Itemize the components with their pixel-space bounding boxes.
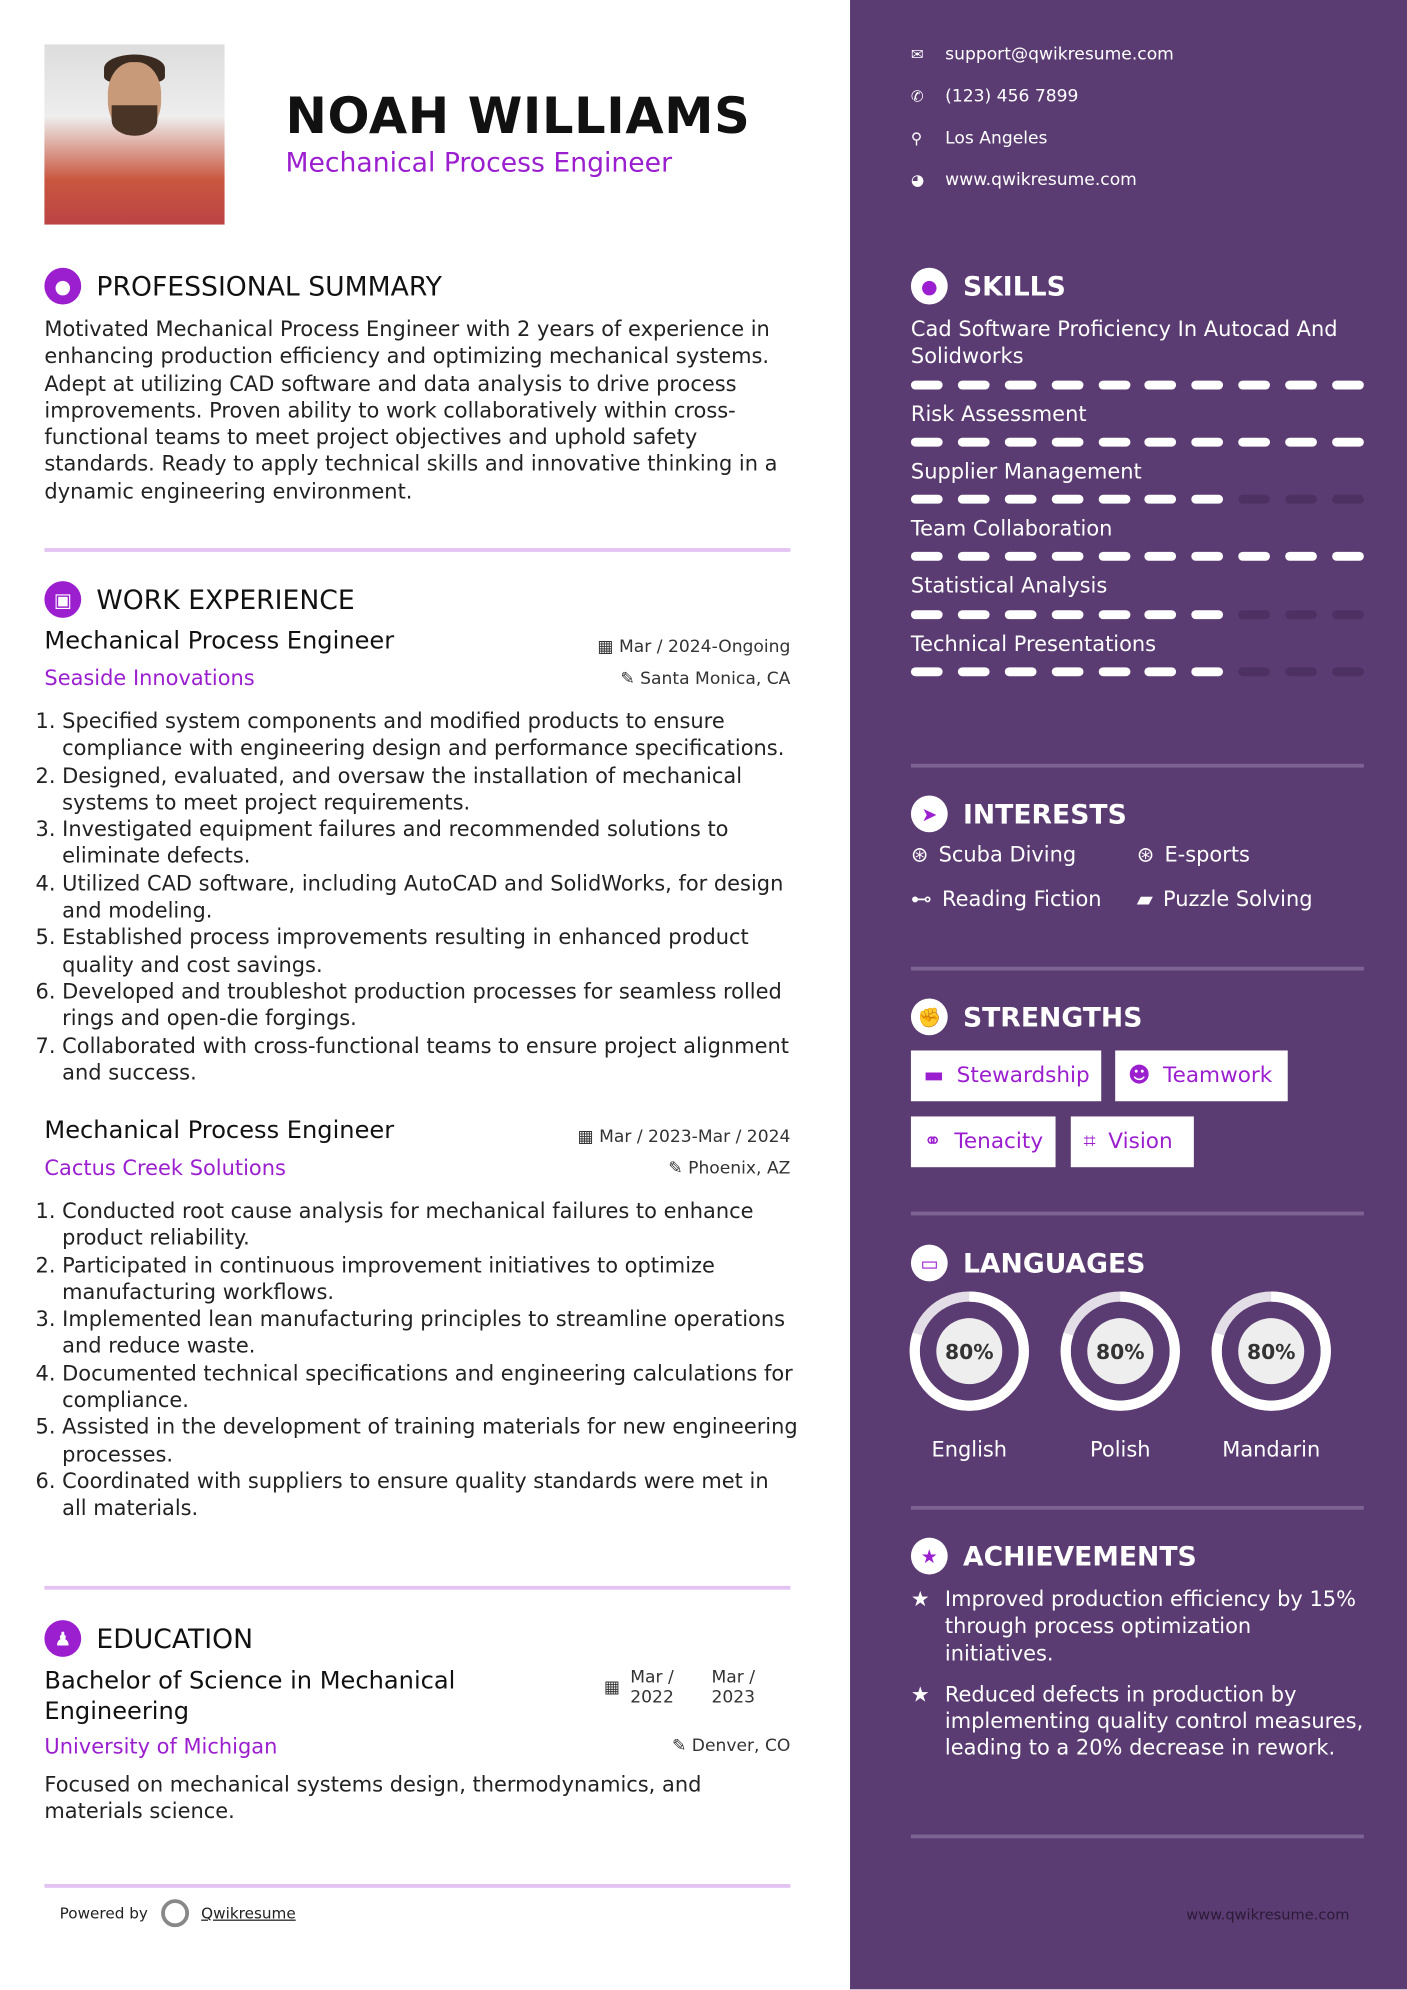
- divider: [44, 548, 790, 552]
- strengths-heading: [911, 998, 1142, 1035]
- skill-level-dot: [1004, 610, 1036, 619]
- skill-level-dot: [1192, 380, 1224, 389]
- job-location-text: Phoenix, AZ: [688, 1158, 791, 1179]
- achievements-list: [911, 1586, 1364, 1776]
- contact-phone[interactable]: [911, 75, 1174, 117]
- skill-name: Supplier Management: [910, 459, 1142, 484]
- skill-level-dot: [1051, 552, 1083, 561]
- job-bullet: 4. Documented technical specifications and engineering calculations for compliance.: [62, 1360, 799, 1414]
- summary-heading: [44, 268, 442, 305]
- skill-level-dot: [1098, 552, 1130, 561]
- calendar-icon: ▦: [603, 1677, 621, 1698]
- skill-level-dot: [1098, 495, 1130, 504]
- pin-icon: ✎: [668, 1158, 689, 1179]
- language-item: [906, 1288, 1033, 1462]
- job-title: Mechanical Process Engineer: [44, 626, 395, 655]
- binoculars-icon: ⌗: [1083, 1129, 1096, 1155]
- skill-level-dot: [1098, 380, 1130, 389]
- language-progress-ring: [1057, 1288, 1184, 1415]
- star-icon: ★: [910, 1682, 930, 1707]
- languages-heading-text: LANGUAGES: [962, 1247, 1146, 1279]
- contact-email[interactable]: [911, 33, 1174, 75]
- skill-rating: [911, 552, 1364, 561]
- interest-item: [911, 887, 1102, 911]
- skill-level-dot: [1004, 667, 1036, 676]
- education-location-text: Denver, CO: [691, 1735, 791, 1756]
- email-text: support@qwikresume.com: [945, 43, 1174, 65]
- divider: [911, 1506, 1364, 1510]
- briefcase-icon: ▣: [44, 581, 81, 618]
- job-bullet: 2. Designed, evaluated, and oversaw the installation of mechanical systems to meet project requirements.: [62, 762, 799, 816]
- skill-name: Risk Assessment: [910, 401, 1087, 426]
- calendar-icon: ▦: [577, 1126, 600, 1147]
- divider: [44, 1884, 790, 1888]
- location-text: Los Angeles: [945, 127, 1048, 148]
- interest-label: Reading Fiction: [942, 886, 1102, 911]
- divider: [911, 967, 1364, 971]
- job-bullet: 3. Investigated equipment failures and recommended solutions to eliminate defects.: [62, 816, 799, 870]
- language-item: [1208, 1288, 1335, 1462]
- pin-icon: ✎: [671, 1735, 692, 1756]
- job-bullet: 1. Specified system components and modified products to ensure compliance with engineering design and performance specifications.: [62, 708, 799, 762]
- contact-list: [911, 33, 1174, 200]
- life-ring-icon: ⊛: [1136, 842, 1155, 867]
- job-location: [668, 1158, 790, 1178]
- skill-level-dot: [1051, 667, 1083, 676]
- skill-level-dot: [1192, 495, 1224, 504]
- achievements-heading: [911, 1538, 1197, 1575]
- calendar-icon: ▦: [597, 636, 620, 658]
- divider: [911, 764, 1364, 768]
- star-icon: ★: [911, 1538, 948, 1575]
- skill-level-dot: [1145, 552, 1177, 561]
- skill-level-dot: [911, 495, 943, 504]
- skill-rating: [911, 438, 1364, 447]
- language-name: Polish: [1090, 1437, 1151, 1462]
- strength-tag: [911, 1116, 1056, 1167]
- job-bullet: 5. Assisted in the development of training materials for new engineering processes.: [62, 1414, 799, 1468]
- strength-tag: [911, 1050, 1101, 1101]
- interest-label: Scuba Diving: [938, 842, 1077, 867]
- skill-rating: [911, 495, 1364, 504]
- skill-level-dot: [911, 552, 943, 561]
- job-bullets: [44, 1198, 799, 1522]
- job-location-text: Santa Monica, CA: [640, 668, 791, 689]
- candidate-title: Mechanical Process Engineer: [285, 147, 673, 178]
- paper-plane-icon: ➤: [911, 795, 948, 832]
- globe-icon: ◕: [910, 170, 925, 189]
- language-icon: ▭: [911, 1245, 948, 1282]
- skill-level-dot: [1145, 667, 1177, 676]
- language-name: Mandarin: [1222, 1437, 1321, 1462]
- interest-item: [1137, 887, 1313, 911]
- skills-list: [911, 316, 1364, 688]
- interest-item: [911, 842, 1076, 866]
- map-marker-icon: ⚲: [910, 128, 923, 147]
- skill-name: Cad Software Proficiency In Autocad And Solidworks: [910, 317, 1338, 369]
- skills-heading-text: SKILLS: [962, 270, 1066, 302]
- interest-label: E-sports: [1164, 842, 1250, 867]
- qwikresume-link[interactable]: Qwikresume: [201, 1904, 296, 1923]
- skill-level-dot: [1145, 610, 1177, 619]
- skill-level-dot: [1098, 438, 1130, 447]
- strength-tag: [1115, 1050, 1288, 1101]
- job-date-text: Mar / 2023-Mar / 2024: [599, 1126, 791, 1147]
- skill-level-dot: [958, 552, 990, 561]
- skill-level-dot: [1051, 380, 1083, 389]
- skill-rating: [911, 667, 1364, 676]
- education-start: Mar / 2022: [630, 1667, 674, 1708]
- footer-website: www.qwikresume.com: [1186, 1905, 1350, 1924]
- website-text: www.qwikresume.com: [945, 169, 1137, 190]
- skill-level-dot: [958, 667, 990, 676]
- skill-item: [911, 400, 1364, 446]
- phone-text: (123) 456 7899: [945, 85, 1079, 106]
- skill-level-dot: [1051, 495, 1083, 504]
- job-bullets: [44, 708, 799, 1086]
- users-icon: ☻: [1127, 1063, 1151, 1089]
- skill-level-dot: [1192, 438, 1224, 447]
- skill-level-dot: [911, 380, 943, 389]
- candidate-name: NOAH WILLIAMS: [285, 88, 751, 146]
- job-bullet: 3. Implemented lean manufacturing principles to streamline operations and reduce waste.: [62, 1306, 799, 1360]
- education-end: Mar / 2023: [711, 1667, 756, 1708]
- skill-level-dot: [1098, 667, 1130, 676]
- language-progress-ring: [1208, 1288, 1335, 1415]
- divider: [911, 1835, 1364, 1839]
- language-item: [1057, 1288, 1184, 1462]
- skill-level-dot: [958, 495, 990, 504]
- skill-item: [911, 630, 1364, 676]
- skill-level-dot: [958, 438, 990, 447]
- job-bullet: 7. Collaborated with cross-functional teams to ensure project alignment and success.: [62, 1032, 799, 1086]
- skill-level-dot: [1145, 495, 1177, 504]
- strength-label: Teamwork: [1163, 1063, 1273, 1089]
- skill-item: [911, 458, 1364, 504]
- skill-level-dot: [1004, 495, 1036, 504]
- star-icon: ★: [910, 1587, 930, 1612]
- powered-by-text: Powered by: [59, 1904, 148, 1923]
- skill-level-dot: [1004, 552, 1036, 561]
- strength-label: Stewardship: [956, 1063, 1090, 1089]
- skill-level-dot: [911, 438, 943, 447]
- strength-label: Tenacity: [954, 1129, 1044, 1155]
- achievement-item: [911, 1681, 1364, 1762]
- interest-item: [1137, 842, 1250, 866]
- user-icon: ●: [44, 268, 81, 305]
- language-progress-ring: [906, 1288, 1033, 1415]
- skill-level-dot: [1332, 610, 1364, 619]
- job-bullet: 5. Established process improvements resulting in enhanced product quality and cost savings.: [62, 924, 799, 978]
- achievement-text: Improved production efficiency by 15% through process optimization initiatives.: [944, 1587, 1357, 1666]
- education-location: [672, 1736, 790, 1756]
- skill-level-dot: [1238, 380, 1270, 389]
- qwikresume-logo-icon: [161, 1899, 189, 1927]
- skill-level-dot: [1332, 495, 1364, 504]
- life-ring-icon: ⊛: [910, 842, 929, 867]
- job-date: [597, 637, 790, 657]
- skill-level-dot: [1192, 610, 1224, 619]
- skill-level-dot: [958, 610, 990, 619]
- job-bullet: 6. Coordinated with suppliers to ensure quality standards were met in all materials.: [62, 1468, 799, 1522]
- skill-name: Team Collaboration: [910, 516, 1113, 541]
- degree: Bachelor of Science in Mechanical Engineering: [44, 1667, 456, 1726]
- job-bullet: 6. Developed and troubleshot production processes for seamless rolled rings and open-die forgings.: [62, 978, 799, 1032]
- job-title: Mechanical Process Engineer: [44, 1116, 395, 1145]
- skill-level-dot: [1238, 438, 1270, 447]
- job-date: [577, 1127, 790, 1147]
- skill-rating: [911, 610, 1364, 619]
- summary-heading-text: PROFESSIONAL SUMMARY: [96, 270, 442, 302]
- language-percent: 80%: [1095, 1339, 1145, 1364]
- skill-level-dot: [1145, 380, 1177, 389]
- job-bullet: 2. Participated in continuous improvement initiatives to optimize manufacturing workflows.: [62, 1252, 799, 1306]
- skills-heading: [911, 268, 1066, 305]
- skill-level-dot: [958, 380, 990, 389]
- education-date: [604, 1667, 762, 1708]
- skill-level-dot: [1332, 552, 1364, 561]
- language-name: English: [931, 1437, 1008, 1462]
- skill-level-dot: [1238, 552, 1270, 561]
- profile-photo: [44, 44, 224, 224]
- skill-level-dot: [1192, 667, 1224, 676]
- job-company: Seaside Innovations: [44, 666, 255, 691]
- language-percent: 80%: [1246, 1339, 1296, 1364]
- education-heading-text: EDUCATION: [96, 1623, 254, 1654]
- fist-icon: ✊: [911, 998, 948, 1035]
- strength-tag: [1071, 1116, 1194, 1167]
- skill-name: Statistical Analysis: [910, 574, 1108, 599]
- skill-level-dot: [1285, 380, 1317, 389]
- skill-level-dot: [1098, 610, 1130, 619]
- skill-level-dot: [1285, 495, 1317, 504]
- book-icon: ▰: [1136, 886, 1153, 911]
- strength-label: Vision: [1108, 1129, 1173, 1155]
- achievements-heading-text: ACHIEVEMENTS: [962, 1540, 1197, 1572]
- language-percent: 80%: [945, 1339, 994, 1364]
- skill-level-dot: [1332, 667, 1364, 676]
- skill-level-dot: [1145, 438, 1177, 447]
- graduate-icon: ♟: [44, 1620, 81, 1657]
- strengths-heading-text: STRENGTHS: [962, 1001, 1143, 1033]
- skill-level-dot: [1285, 438, 1317, 447]
- skill-name: Technical Presentations: [910, 631, 1157, 656]
- job-bullet: 4. Utilized CAD software, including AutoCAD and SolidWorks, for design and modeling.: [62, 870, 799, 924]
- skill-level-dot: [1332, 380, 1364, 389]
- contact-location: [911, 117, 1174, 159]
- summary-text: Motivated Mechanical Process Engineer with 2 years of experience in enhancing production efficiency and optimizing mechanical systems. Adept at utilizing CAD software and data analysis to drive process improvements. Proven ability to work collaboratively within cross-functional teams to meet project objectives and uphold safety standards. Ready to apply technical skills and innovative thinking in a dynamic engineering environment.: [44, 317, 778, 504]
- skill-rating: [911, 380, 1364, 389]
- achievement-item: [911, 1586, 1364, 1667]
- job-bullet: 1. Conducted root cause analysis for mechanical failures to enhance product reliability.: [62, 1198, 799, 1252]
- link-icon: ⚭: [923, 1129, 942, 1155]
- job-date-text: Mar / 2024-Ongoing: [619, 636, 791, 658]
- pin-icon: ✎: [620, 668, 641, 689]
- skill-level-dot: [1285, 552, 1317, 561]
- interest-label: Puzzle Solving: [1163, 886, 1313, 911]
- lightbulb-icon: ●: [911, 268, 948, 305]
- job-company: Cactus Creek Solutions: [44, 1155, 286, 1180]
- phone-icon: ✆: [910, 86, 924, 105]
- skill-level-dot: [1285, 667, 1317, 676]
- skill-level-dot: [911, 610, 943, 619]
- skill-level-dot: [911, 667, 943, 676]
- gamepad-icon: ⊷: [910, 886, 932, 911]
- school: University of Michigan: [44, 1734, 278, 1759]
- education-description: Focused on mechanical systems design, thermodynamics, and materials science.: [44, 1772, 702, 1824]
- education-heading: [44, 1620, 253, 1657]
- skill-level-dot: [1051, 438, 1083, 447]
- powered-by: [60, 1899, 296, 1927]
- skill-level-dot: [1192, 552, 1224, 561]
- skill-level-dot: [1004, 380, 1036, 389]
- skill-level-dot: [1238, 495, 1270, 504]
- skill-level-dot: [1238, 667, 1270, 676]
- skill-level-dot: [1004, 438, 1036, 447]
- skill-level-dot: [1332, 438, 1364, 447]
- languages-heading: [911, 1245, 1145, 1282]
- divider: [44, 1586, 790, 1590]
- work-heading: [44, 581, 354, 618]
- divider: [911, 1212, 1364, 1216]
- achievement-text: Reduced defects in production by implementing quality control measures, leading to a 20% decrease in rework.: [944, 1682, 1364, 1761]
- skill-level-dot: [1051, 610, 1083, 619]
- skill-item: [911, 515, 1364, 561]
- job-location: [620, 669, 790, 689]
- briefcase-icon: ▬: [923, 1063, 944, 1089]
- work-heading-text: WORK EXPERIENCE: [96, 584, 355, 615]
- envelope-icon: ✉: [910, 45, 924, 63]
- skill-level-dot: [1285, 610, 1317, 619]
- interests-heading-text: INTERESTS: [962, 798, 1127, 830]
- skill-item: [911, 316, 1364, 389]
- interests-heading: [911, 795, 1127, 832]
- skill-level-dot: [1238, 610, 1270, 619]
- contact-website[interactable]: [911, 159, 1174, 201]
- skill-item: [911, 573, 1364, 619]
